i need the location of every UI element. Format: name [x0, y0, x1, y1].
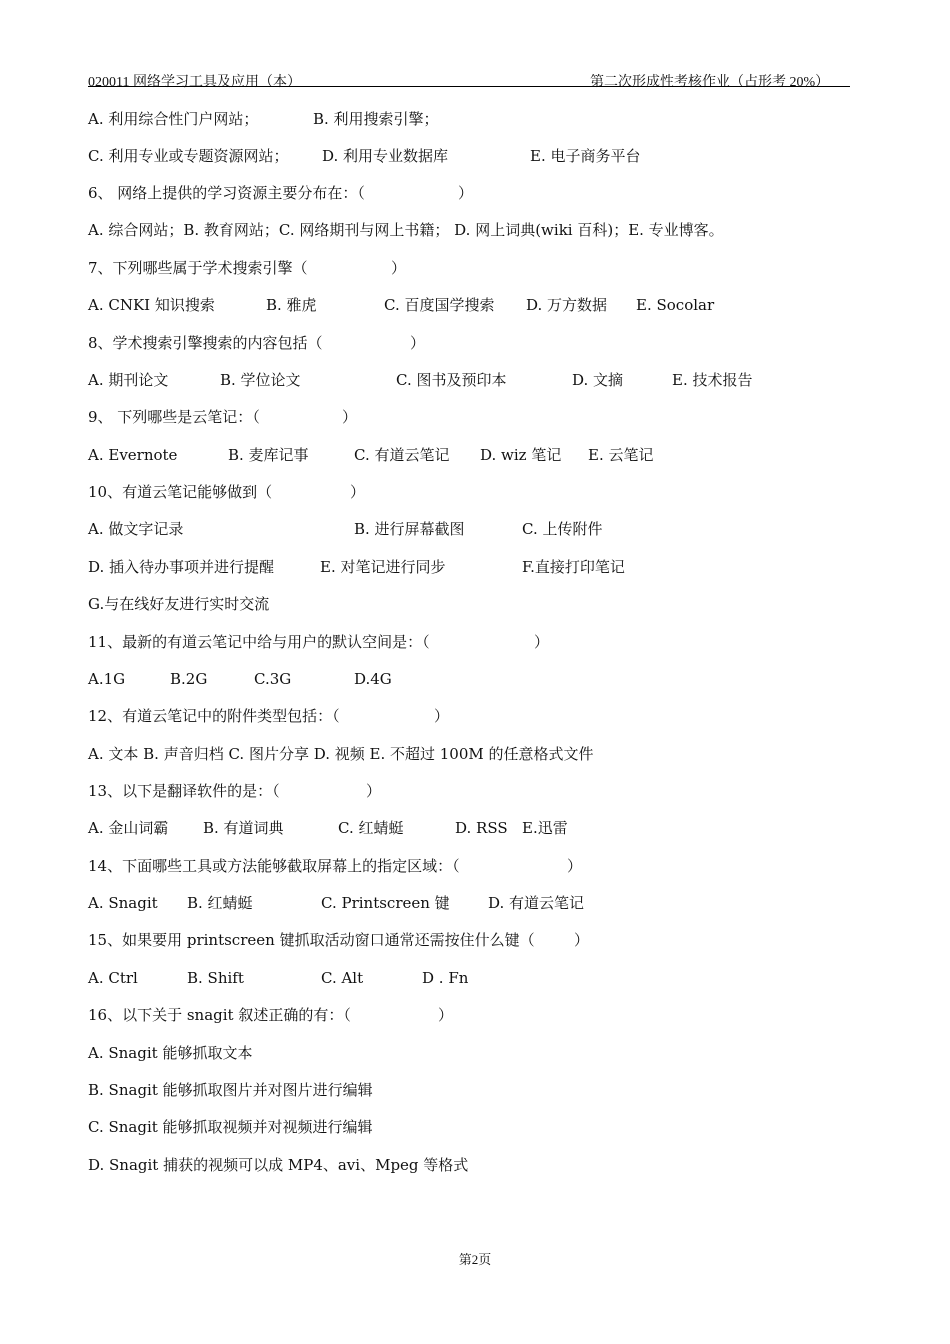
text-segment: C. 利用专业或专题资源网站；	[88, 147, 289, 165]
text-segment: B. 利用搜索引擎；	[313, 110, 439, 128]
text-segment: ）	[458, 184, 474, 202]
text-segment: A. 利用综合性门户网站；	[88, 110, 259, 128]
text-segment: B. Shift	[187, 969, 244, 987]
text-segment: E. 技术报告	[672, 371, 753, 389]
text-segment: C. 图书及预印本	[396, 371, 507, 389]
text-segment: ）	[438, 1006, 454, 1024]
text-segment: A. Ctrl	[88, 969, 138, 987]
text-segment: D. Snagit 捕获的视频可以成 MP4、avi、Mpeg 等格式	[88, 1156, 469, 1174]
text-segment: A. Snagit 能够抓取文本	[88, 1044, 253, 1062]
text-segment: 12、有道云笔记中的附件类型包括：（	[88, 707, 340, 725]
text-segment: C. 红蜻蜓	[338, 819, 404, 837]
text-segment: A. CNKI 知识搜索	[88, 296, 215, 314]
text-segment: D . Fn	[422, 969, 469, 987]
text-segment: ）	[567, 857, 583, 875]
text-segment: D. 文摘	[572, 371, 624, 389]
text-segment: C. 百度国学搜索	[384, 296, 495, 314]
text-segment: B. 雅虎	[266, 296, 317, 314]
text-segment: D. RSS	[455, 819, 508, 837]
text-segment: D. 有道云笔记	[488, 894, 585, 912]
text-segment: D. 利用专业数据库	[322, 147, 449, 165]
text-segment: F.直接打印笔记	[522, 558, 625, 576]
text-segment: E. Socolar	[636, 296, 715, 314]
text-segment: B. 红蜻蜓	[187, 894, 253, 912]
text-segment: ）	[534, 633, 550, 651]
text-segment: D. wiz 笔记	[480, 446, 562, 464]
text-segment: D.4G	[354, 670, 392, 688]
text-segment: C. Alt	[321, 969, 364, 987]
text-segment: E. 对笔记进行同步	[320, 558, 446, 576]
text-segment: E. 电子商务平台	[530, 147, 641, 165]
text-segment: ）	[366, 782, 382, 800]
text-segment: A. 文本 B. 声音归档 C. 图片分享 D. 视频 E. 不超过 100M 的任意格式文件	[88, 745, 594, 763]
text-segment: D. 插入待办事项并进行提醒	[88, 558, 275, 576]
text-segment: ）	[391, 259, 407, 277]
text-segment: C. 有道云笔记	[354, 446, 450, 464]
text-segment: B. 进行屏幕截图	[354, 520, 465, 538]
text-segment: A. Snagit	[88, 894, 158, 912]
text-segment: B. 学位论文	[220, 371, 301, 389]
text-segment: B. 有道词典	[203, 819, 284, 837]
text-segment: ）	[434, 707, 450, 725]
text-segment: A. Evernote	[88, 446, 178, 464]
text-segment: 15、如果要用 printscreen 键抓取活动窗口通常还需按住什么键（	[88, 931, 535, 949]
text-segment: ）	[342, 408, 358, 426]
text-segment: C. Printscreen 键	[321, 894, 450, 912]
text-segment: D. 万方数据	[526, 296, 608, 314]
header-rule	[88, 86, 850, 87]
page-number: 第2页	[458, 1252, 492, 1267]
header-assignment: 第二次形成性考核作业（占形考 20%）	[590, 75, 830, 90]
text-segment: B.2G	[170, 670, 208, 688]
text-segment: ）	[350, 483, 366, 501]
text-segment: A.1G	[88, 670, 126, 688]
text-segment: B. 麦库记事	[228, 446, 309, 464]
text-segment: 10、有道云笔记能够做到（	[88, 483, 273, 501]
text-segment: A. 做文字记录	[88, 520, 184, 538]
text-segment: 13、以下是翻译软件的是：（	[88, 782, 280, 800]
text-segment: E.迅雷	[522, 819, 568, 837]
text-segment: 16、以下关于 snagit 叙述正确的有：（	[88, 1006, 351, 1024]
text-segment: 14、下面哪些工具或方法能够截取屏幕上的指定区域：（	[88, 857, 460, 875]
text-segment: ）	[410, 334, 426, 352]
text-segment: G.与在线好友进行实时交流	[88, 595, 270, 613]
text-segment: A. 期刊论文	[88, 371, 169, 389]
header-course: 020011 网络学习工具及应用（本）	[88, 75, 301, 90]
text-segment: C. 上传附件	[522, 520, 603, 538]
text-segment: C. Snagit 能够抓取视频并对视频进行编辑	[88, 1118, 373, 1136]
text-segment: 9、 下列哪些是云笔记：（	[88, 408, 260, 426]
text-segment: 8、学术搜索引擎搜索的内容包括（	[88, 334, 323, 352]
text-segment: B. Snagit 能够抓取图片并对图片进行编辑	[88, 1081, 373, 1099]
text-segment: 6、 网络上提供的学习资源主要分布在：（	[88, 184, 365, 202]
text-segment: E. 云笔记	[588, 446, 654, 464]
text-segment: C.3G	[254, 670, 292, 688]
text-segment: A. 综合网站；B. 教育网站；C. 网络期刊与网上书籍； D. 网上词典(wiki 百科)；E. 专业博客。	[88, 221, 724, 239]
text-segment: 7、下列哪些属于学术搜索引擎（	[88, 259, 308, 277]
text-segment: A. 金山词霸	[88, 819, 169, 837]
text-segment: 11、最新的有道云笔记中给与用户的默认空间是：（	[88, 633, 430, 651]
text-segment: ）	[574, 931, 590, 949]
